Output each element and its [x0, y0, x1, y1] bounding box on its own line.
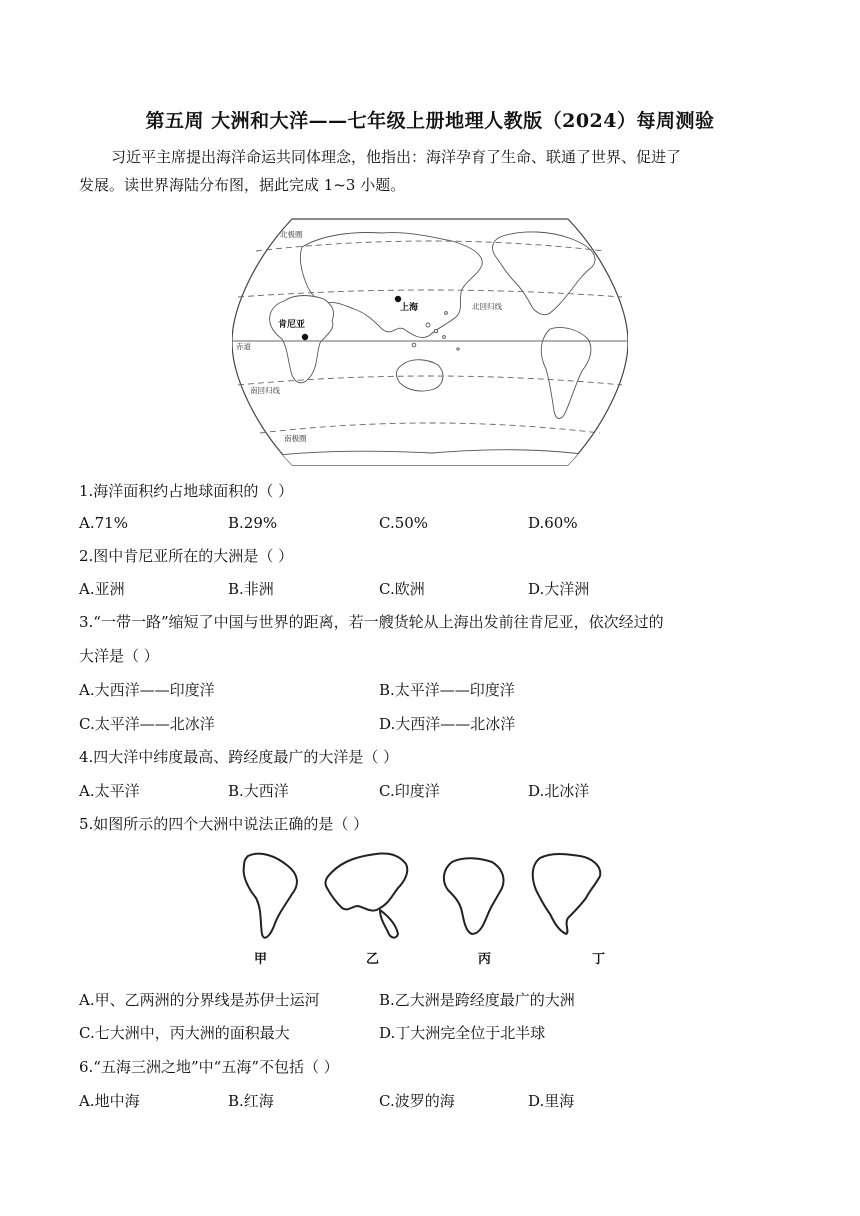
q5-option-c[interactable]: C.七大洲中，丙大洲的面积最大 — [79, 1024, 290, 1042]
continent-outlines — [240, 848, 620, 948]
q3-option-a[interactable]: A.大西洋——印度洋 — [79, 681, 215, 699]
q6-option-a[interactable]: A.地中海 — [79, 1092, 140, 1110]
q5-option-b[interactable]: B.乙大洲是跨经度最广的大洲 — [379, 991, 575, 1009]
q2-option-b[interactable]: B.非洲 — [228, 580, 274, 598]
q4-option-d[interactable]: D.北冰洋 — [528, 782, 590, 800]
greenland-landmass — [602, 223, 625, 250]
q6-option-b[interactable]: B.红海 — [228, 1092, 274, 1110]
label-tropic-capricorn: 南回归线 — [250, 386, 280, 395]
label-equator: 赤道 — [236, 342, 251, 351]
shanghai-dot — [395, 296, 401, 302]
question-1-stem: 1.海洋面积约占地球面积的（ ） — [79, 482, 294, 500]
label-antarctic-circle: 南极圈 — [284, 434, 307, 443]
q3-option-c[interactable]: C.太平洋——北冰洋 — [79, 715, 215, 733]
north-america-outline — [533, 854, 601, 934]
world-map — [232, 217, 628, 467]
q4-option-c[interactable]: C.印度洋 — [379, 782, 440, 800]
asia-outline — [325, 853, 407, 937]
q5-option-a[interactable]: A.甲、乙两洲的分界线是苏伊士运河 — [79, 991, 320, 1009]
intro-line-2: 发展。读世界海陆分布图，据此完成 1~3 小题。 — [79, 176, 406, 194]
page-title: 第五周 大洲和大洋——七年级上册地理人教版（2024）每周测验 — [145, 110, 715, 132]
question-5-stem: 5.如图所示的四个大洲中说法正确的是（ ） — [79, 815, 369, 833]
q2-option-c[interactable]: C.欧洲 — [379, 580, 425, 598]
label-tropic-cancer: 北回归线 — [472, 302, 502, 311]
figure-label-bing: 丙 — [478, 952, 492, 967]
south-america-outline — [244, 854, 297, 938]
question-2-stem: 2.图中肯尼亚所在的大洲是（ ） — [79, 547, 294, 565]
q6-option-c[interactable]: C.波罗的海 — [379, 1092, 455, 1110]
label-kenya: 肯尼亚 — [278, 320, 306, 330]
australia-landmass — [396, 360, 443, 391]
q1-option-b[interactable]: B.29% — [228, 514, 278, 532]
q2-option-a[interactable]: A.亚洲 — [79, 580, 125, 598]
figure-label-jia: 甲 — [254, 952, 268, 967]
q4-option-a[interactable]: A.太平洋 — [79, 782, 140, 800]
q6-option-d[interactable]: D.里海 — [528, 1092, 575, 1110]
q3-option-b[interactable]: B.太平洋——印度洋 — [379, 681, 515, 699]
intro-line-1: 习近平主席提出海洋命运共同体理念，他指出：海洋孕育了生命、联通了世界、促进了 — [111, 148, 682, 166]
question-3-stem-line-2: 大洋是（ ） — [79, 647, 159, 665]
q4-option-b[interactable]: B.大西洋 — [228, 782, 289, 800]
africa-outline — [444, 858, 504, 934]
q1-option-a[interactable]: A.71% — [79, 514, 128, 532]
q1-option-c[interactable]: C.50% — [379, 514, 429, 532]
intro-paragraph — [79, 143, 789, 199]
figure-label-yi: 乙 — [366, 952, 380, 967]
question-3-stem-line-1: 3.“一带一路”缩短了中国与世界的距离，若一艘货轮从上海出发前往肯尼亚，依次经过的 — [79, 613, 664, 631]
question-6-stem: 6.“五海三洲之地”中“五海”不包括（ ） — [79, 1058, 339, 1076]
label-arctic-circle: 北极圈 — [280, 230, 303, 239]
kenya-dot — [302, 334, 308, 340]
q3-option-d[interactable]: D.大西洋——北冰洋 — [379, 715, 516, 733]
continents-figure — [240, 848, 620, 966]
q1-option-d[interactable]: D.60% — [528, 514, 578, 532]
q5-option-d[interactable]: D.丁大洲完全位于北半球 — [379, 1024, 546, 1042]
q2-option-d[interactable]: D.大洋洲 — [528, 580, 590, 598]
question-4-stem: 4.四大洋中纬度最高、跨经度最广的大洋是（ ） — [79, 748, 399, 766]
label-shanghai: 上海 — [400, 303, 419, 313]
figure-label-ding: 丁 — [592, 952, 606, 967]
